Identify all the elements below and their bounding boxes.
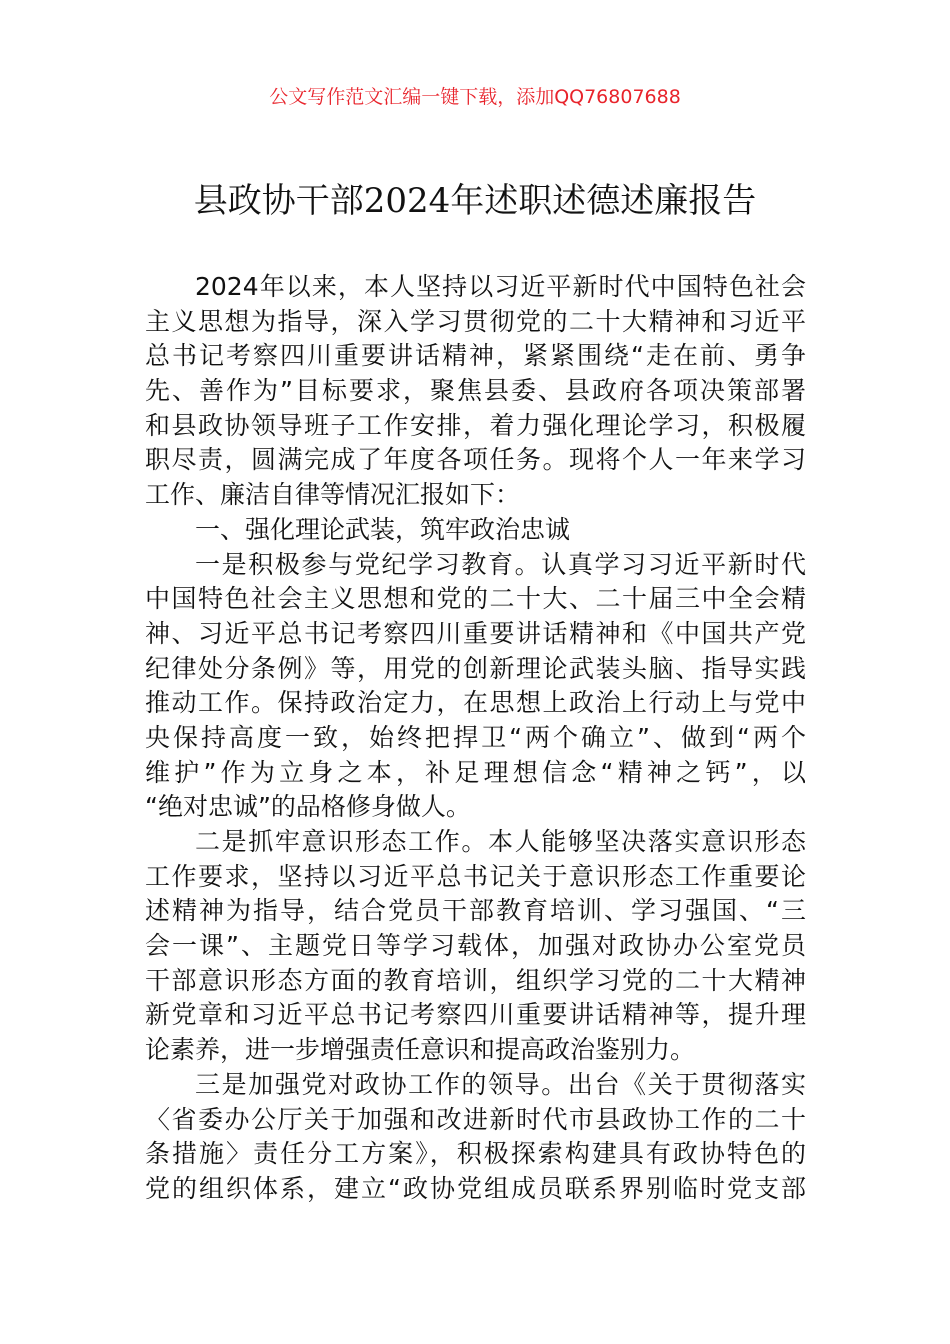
text-line: 条措施〉责任分工方案》，积极探索构建具有政协特色的 <box>145 1139 806 1169</box>
document-body <box>145 270 806 1207</box>
text-line: 工作、廉洁自律等情况汇报如下： <box>145 480 521 510</box>
section-heading <box>145 513 806 548</box>
paragraph <box>145 825 806 1068</box>
text-line: 一是积极参与党纪学习教育。认真学习习近平新时代 <box>195 549 806 579</box>
text-line: 神、习近平总书记考察四川重要讲话精神和《中国共产党 <box>145 618 806 648</box>
text-line: 职尽责，圆满完成了年度各项任务。现将个人一年来学习 <box>145 445 806 475</box>
text-line: 央保持高度一致，始终把捍卫“两个确立”、做到“两个 <box>145 722 806 752</box>
text-line: 党的组织体系，建立“政协党组成员联系界别临时党支部 <box>145 1173 806 1203</box>
text-line: 干部意识形态方面的教育培训，组织学习党的二十大精神 <box>145 965 806 995</box>
paragraph <box>145 548 806 826</box>
text-line: 一、强化理论武装，筑牢政治忠诚 <box>195 514 571 544</box>
text-line: 总书记考察四川重要讲话精神，紧紧围绕“走在前、勇争 <box>145 341 806 371</box>
text-line: 纪律处分条例》等，用党的创新理论武装头脑、指导实践 <box>145 653 806 683</box>
download-banner: 公文写作范文汇编一键下载，添加QQ76807688 <box>269 86 681 108</box>
text-line: 会一课”、主题党日等学习载体，加强对政协办公室党员 <box>145 931 806 961</box>
document-title: 县政协干部2024年述职述德述廉报告 <box>193 181 757 221</box>
text-line: 和县政协领导班子工作安排，着力强化理论学习，积极履 <box>145 410 806 440</box>
text-line: 先、善作为”目标要求，聚焦县委、县政府各项决策部署 <box>145 376 806 406</box>
text-line: 中国特色社会主义思想和党的二十大、二十届三中全会精 <box>145 584 806 614</box>
text-line: 述精神为指导，结合党员干部教育培训、学习强国、“三 <box>145 896 806 926</box>
paragraph <box>145 270 806 513</box>
text-line: 论素养，进一步增强责任意识和提高政治鉴别力。 <box>145 1035 696 1065</box>
text-line: 推动工作。保持政治定力，在思想上政治上行动上与党中 <box>145 688 806 718</box>
text-line: 〈省委办公厅关于加强和改进新时代市县政协工作的二十 <box>145 1104 806 1134</box>
text-line: 工作要求，坚持以习近平总书记关于意识形态工作重要论 <box>145 861 806 891</box>
paragraph <box>145 1068 806 1207</box>
text-line: 主义思想为指导，深入学习贯彻党的二十大精神和习近平 <box>145 306 806 336</box>
text-line: 维护”作为立身之本，补足理想信念“精神之钙”，以 <box>145 757 806 787</box>
text-line: “绝对忠诚”的品格修身做人。 <box>145 792 471 822</box>
text-line: 三是加强党对政协工作的领导。出台《关于贯彻落实 <box>195 1069 806 1099</box>
text-line: 二是抓牢意识形态工作。本人能够坚决落实意识形态 <box>195 827 806 856</box>
text-line: 2024年以来，本人坚持以习近平新时代中国特色社会 <box>195 272 806 301</box>
text-line: 新党章和习近平总书记考察四川重要讲话精神等，提升理 <box>145 1000 806 1030</box>
